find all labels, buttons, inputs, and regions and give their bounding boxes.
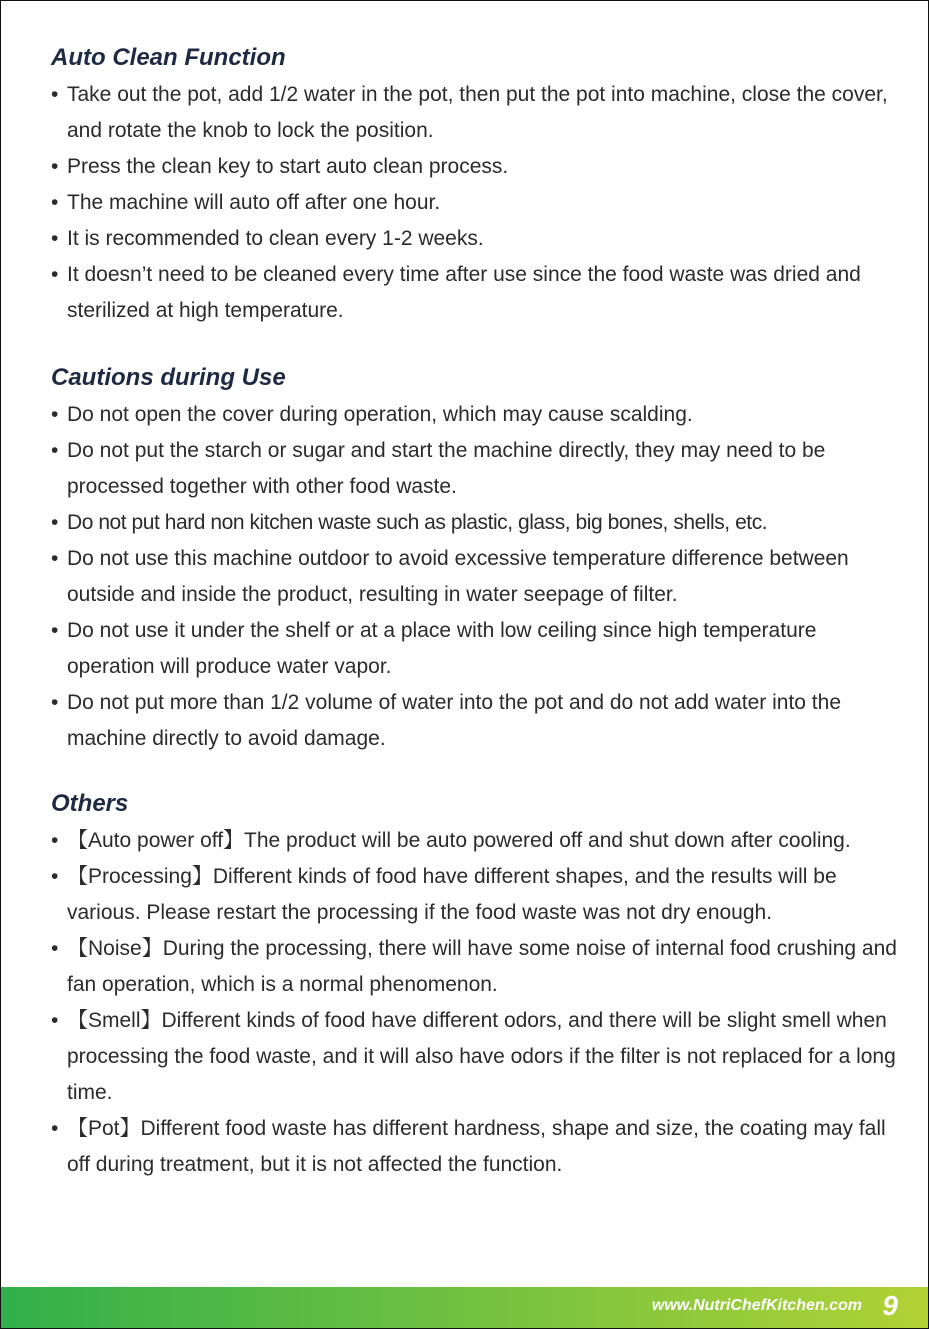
bullet-icon: • bbox=[51, 865, 59, 888]
list-item: • 【Pot】Different food waste has different hardness, shape and size, the coating may fall off during treatment, but it is not affected the function. bbox=[51, 1111, 901, 1183]
list-item: • Take out the pot, add 1/2 water in the pot, then put the pot into machine, close the cover, and rotate the knob to lock the position. bbox=[51, 77, 901, 149]
section-others bbox=[51, 789, 901, 1183]
bullet-icon: • bbox=[51, 83, 59, 106]
list-item: • 【Smell】Different kinds of food have different odors, and there will be slight smell when processing the food waste, and it will also have odors if the filter is not replaced for a long time. bbox=[51, 1003, 901, 1111]
list-item: • Do not put hard non kitchen waste such as plastic, glass, big bones, shells, etc. bbox=[51, 505, 901, 541]
bullet-icon: • bbox=[51, 1009, 59, 1032]
website-link[interactable]: www.NutriChefKitchen.com bbox=[651, 1297, 862, 1314]
bullet-icon: • bbox=[51, 937, 59, 960]
list-item: • Press the clean key to start auto clean process. bbox=[51, 149, 901, 185]
bullet-icon: • bbox=[51, 691, 59, 714]
bullet-icon: • bbox=[51, 1117, 59, 1140]
list-item: • Do not put more than 1/2 volume of water into the pot and do not add water into the machine directly to avoid damage. bbox=[51, 685, 901, 757]
list-item: • 【Noise】During the processing, there will have some noise of internal food crushing and fan operation, which is a normal phenomenon. bbox=[51, 931, 901, 1003]
section-heading: Auto Clean Function bbox=[51, 44, 286, 71]
section-heading: Cautions during Use bbox=[51, 364, 286, 391]
section-cautions bbox=[51, 363, 901, 757]
list-item: • Do not open the cover during operation, which may cause scalding. bbox=[51, 397, 901, 433]
bullet-icon: • bbox=[51, 511, 58, 534]
bullet-icon: • bbox=[51, 439, 59, 462]
list-item: • Do not put the starch or sugar and start the machine directly, they may need to be processed together with other food waste. bbox=[51, 433, 901, 505]
bullet-icon: • bbox=[51, 155, 59, 178]
list-item: • Do not use this machine outdoor to avoid excessive temperature difference between outside and inside the product, resulting in water seepage of filter. bbox=[51, 541, 901, 613]
list-item: • The machine will auto off after one hour. bbox=[51, 185, 901, 221]
page-number: 9 bbox=[882, 1290, 898, 1321]
list-item: • It is recommended to clean every 1-2 weeks. bbox=[51, 221, 901, 257]
bullet-icon: • bbox=[51, 547, 59, 570]
bullet-icon: • bbox=[51, 829, 59, 852]
bullet-icon: • bbox=[51, 403, 59, 426]
bullet-icon: • bbox=[51, 227, 59, 250]
section-auto-clean bbox=[51, 43, 901, 329]
bullet-icon: • bbox=[51, 263, 59, 286]
list-item: • 【Auto power off】The product will be auto powered off and shut down after cooling. bbox=[51, 823, 901, 859]
bullet-icon: • bbox=[51, 619, 59, 642]
list-item: • 【Processing】Different kinds of food have different shapes, and the results will be various. Please restart the processing if the food waste was not dry enough. bbox=[51, 859, 901, 931]
list-item: • Do not use it under the shelf or at a place with low ceiling since high temperature operation will produce water vapor. bbox=[51, 613, 901, 685]
section-heading: Others bbox=[51, 790, 129, 817]
bullet-icon: • bbox=[51, 191, 59, 214]
footer-bar bbox=[1, 1287, 928, 1328]
list-item: • It doesn’t need to be cleaned every time after use since the food waste was dried and sterilized at high temperature. bbox=[51, 257, 901, 329]
